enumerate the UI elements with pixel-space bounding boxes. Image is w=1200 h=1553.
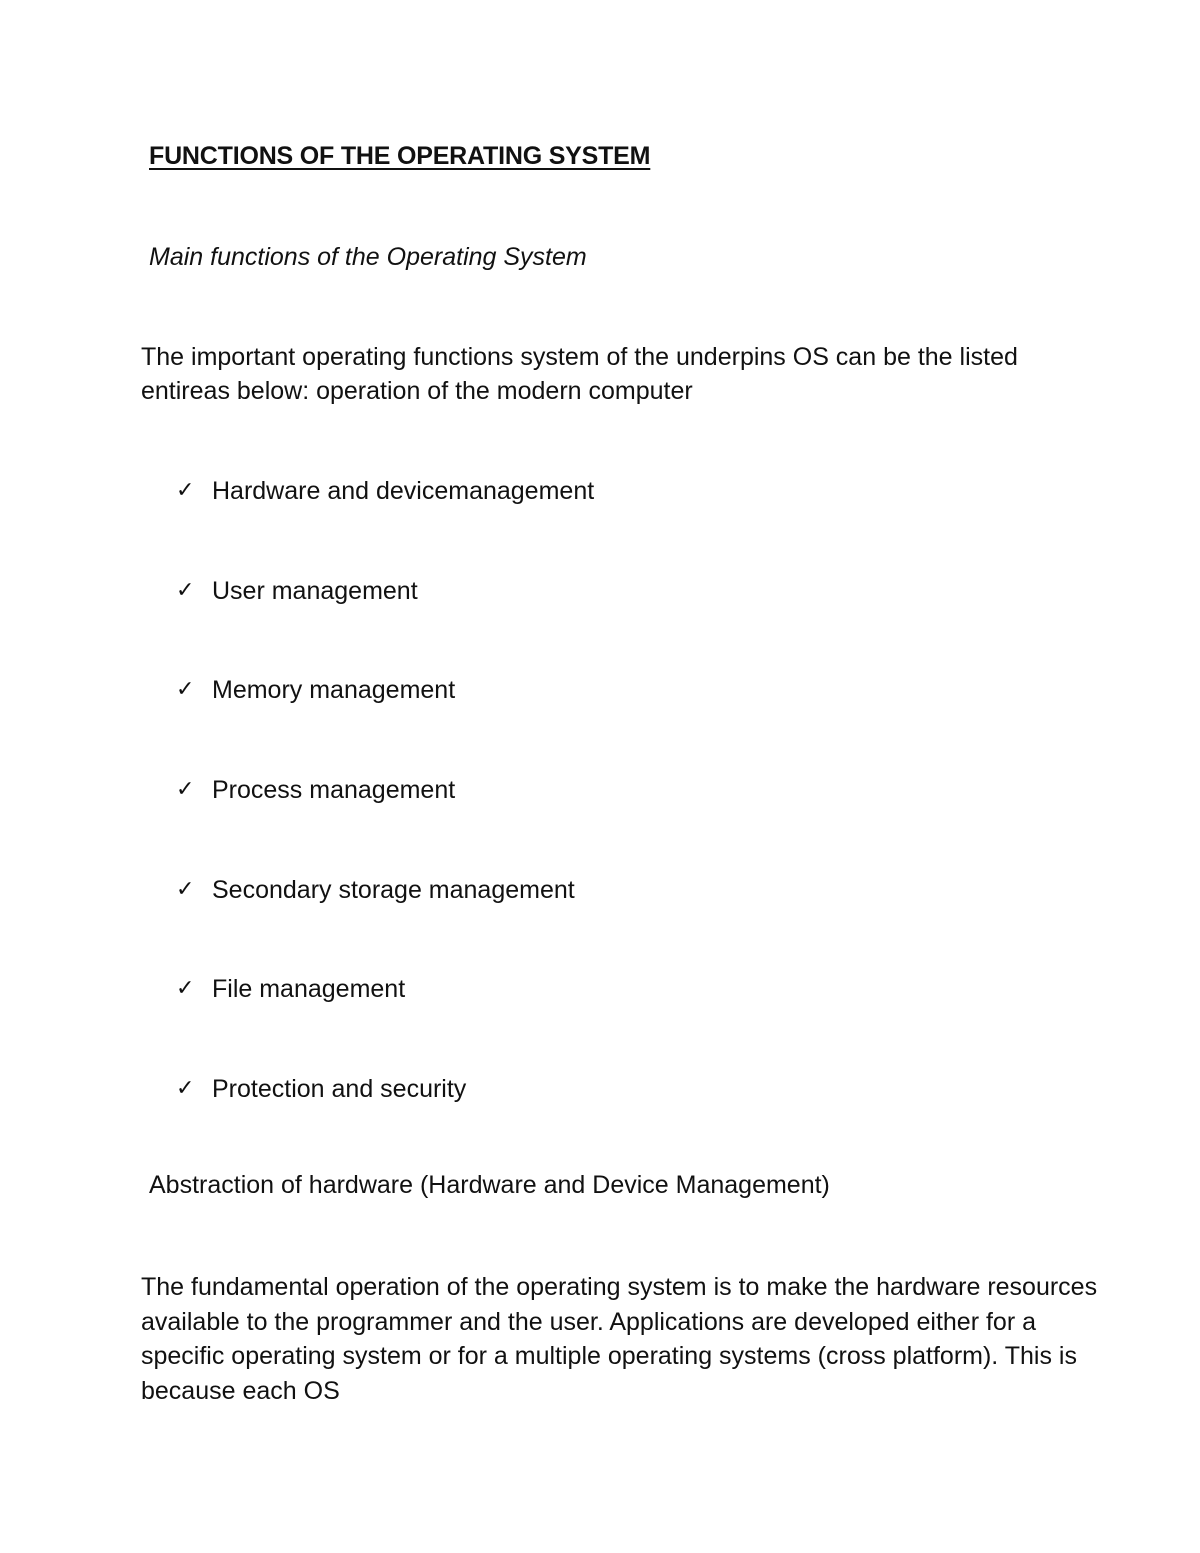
list-item-label: File management	[212, 975, 406, 1004]
list-item-label: Hardware and devicemanagement	[212, 477, 595, 505]
list-item	[176, 574, 594, 674]
list-item-label: Process management	[212, 776, 456, 805]
check-icon: ✓	[176, 976, 195, 1002]
check-icon: ✓	[176, 1076, 195, 1102]
list-item	[176, 773, 594, 873]
check-icon: ✓	[176, 478, 195, 503]
list-item-label: Memory management	[212, 676, 456, 705]
list-item-label: Protection and security	[212, 1075, 467, 1104]
list-item	[176, 873, 594, 973]
list-item	[176, 972, 594, 1072]
check-icon: ✓	[176, 677, 195, 703]
page-title: FUNCTIONS OF THE OPERATING SYSTEM	[149, 142, 651, 170]
list-item	[176, 673, 594, 773]
check-icon: ✓	[176, 777, 195, 803]
list-item-label: Secondary storage management	[212, 875, 575, 904]
section-heading: Abstraction of hardware (Hardware and Device Management)	[149, 1171, 830, 1199]
functions-checklist	[176, 474, 594, 1172]
body-paragraph: The fundamental operation of the operating system is to make the hardware resources available to the programmer and the user. Applications are developed either for a specific operating system or for a multiple operating systems (cross platform). This is because each OS	[141, 1273, 1098, 1405]
subtitle: Main functions of the Operating System	[149, 243, 587, 271]
list-item	[176, 1072, 594, 1172]
list-item-label: User management	[212, 576, 418, 605]
list-item	[176, 474, 594, 574]
check-icon: ✓	[176, 876, 195, 902]
check-icon: ✓	[176, 577, 195, 603]
intro-paragraph: The important operating functions system of the underpins OS can be the listed entireas below: operation of the modern computer	[141, 343, 1018, 405]
